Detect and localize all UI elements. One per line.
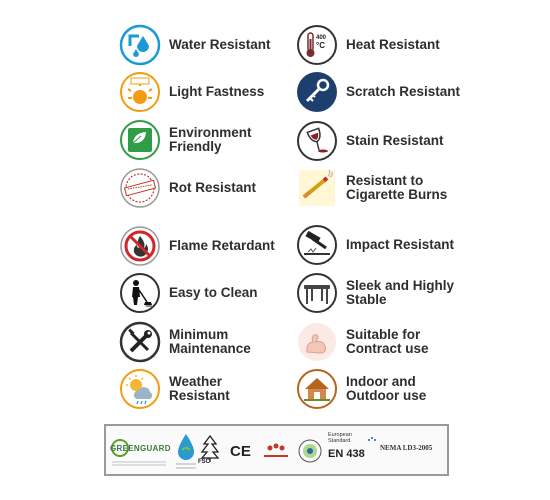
eu-stars-icon (368, 437, 376, 441)
feature-scratch-resistant (296, 71, 460, 113)
key-scratch-icon (296, 71, 338, 113)
weather-sun-cloud-icon (119, 368, 161, 410)
red-badge-logo (264, 444, 288, 457)
eco-friendly-leaf-icon (119, 119, 161, 161)
no-flame-icon (119, 225, 161, 267)
svg-text:400: 400 (316, 35, 327, 41)
feature-weather-resistant (119, 368, 230, 410)
feature-minimum-maintenance (119, 321, 251, 363)
european-standard-label: European Standard (328, 432, 352, 444)
feature-label: Environment Friendly (169, 125, 252, 154)
greenguard-label: GREENGUARD (110, 444, 171, 453)
feature-easy-to-clean (119, 272, 258, 314)
circular-seal-logo (299, 440, 321, 462)
person-sweeping-icon (119, 272, 161, 314)
water-drop-icon (119, 24, 161, 66)
eco-globe-logo (176, 434, 196, 468)
house-icon (296, 368, 338, 410)
feature-label: Weather Resistant (169, 374, 230, 403)
feature-environment-friendly (119, 119, 252, 161)
feature-flame-retardant (119, 225, 275, 267)
wrench-screwdriver-icon (119, 321, 161, 363)
feature-label: Indoor and Outdoor use (346, 374, 427, 403)
feature-rot-resistant (119, 167, 256, 209)
fsc-label: FSC (198, 459, 210, 465)
feature-indoor-outdoor (296, 368, 426, 410)
wine-glass-icon (296, 120, 338, 162)
feature-heat-resistant (296, 24, 440, 66)
feature-contract-use (296, 321, 429, 363)
feature-label: Heat Resistant (346, 37, 440, 52)
strong-arm-icon (296, 321, 338, 363)
certification-bar (104, 424, 449, 476)
feature-label: Impact Resistant (346, 237, 455, 252)
svg-text:°C: °C (316, 41, 325, 50)
thermometer-400c-icon (296, 24, 338, 66)
feature-label: Easy to Clean (169, 285, 258, 300)
feature-label: Water Resistant (169, 37, 271, 52)
feature-label: Sleek and Highly Stable (346, 278, 455, 307)
table-icon (296, 272, 338, 314)
feature-label: Light Fastness (169, 84, 265, 99)
en438-label: EN 438 (328, 448, 365, 460)
feature-cigarette-burns (296, 167, 447, 209)
feature-label: Suitable for Contract use (346, 327, 429, 356)
feature-impact-resistant (296, 224, 454, 266)
feature-label: Stain Resistant (346, 133, 444, 148)
feature-label: Resistant to Cigarette Burns (346, 173, 448, 202)
sun-long-life-icon (119, 71, 161, 113)
svg-text:CE: CE (230, 443, 251, 460)
feature-stain-resistant (296, 120, 444, 162)
feature-label: Scratch Resistant (346, 84, 461, 99)
feature-sleek-stable (296, 272, 454, 314)
feature-light-fastness (119, 71, 264, 113)
nema-label: NEMA LD3-2005 (380, 444, 433, 452)
feature-label: Minimum Maintenance (169, 327, 251, 356)
hammer-impact-icon (296, 224, 338, 266)
feature-water-resistant (119, 24, 271, 66)
feature-label: Rot Resistant (169, 180, 257, 195)
rot-resistant-stamp-icon (119, 167, 161, 209)
cigarette-icon (296, 167, 338, 209)
ce-mark (230, 443, 251, 460)
feature-label: Flame Retardant (169, 238, 275, 253)
